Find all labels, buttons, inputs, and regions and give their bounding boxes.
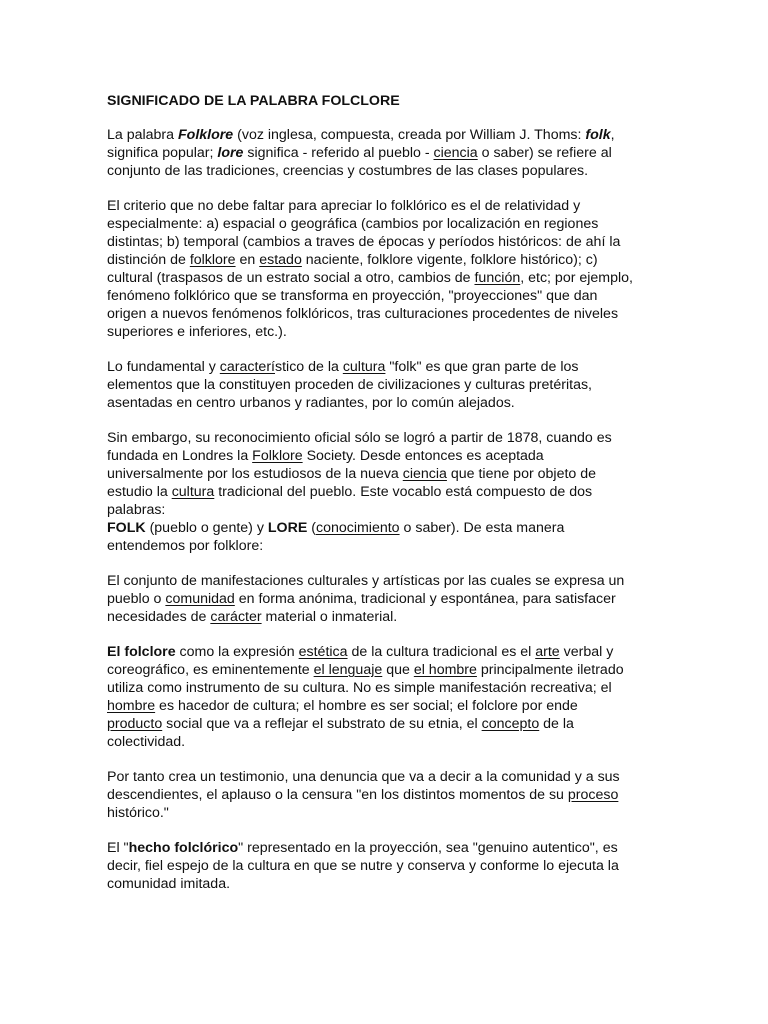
- paragraph-definition: [107, 126, 635, 180]
- text: histórico.": [107, 805, 169, 821]
- link-cultura[interactable]: cultura: [171, 484, 215, 500]
- text: de la colectividad.: [107, 716, 574, 750]
- text: "folk" es que gran parte de los elementos que la constituyen proceden de civilizaciones y culturas pretéritas, asentadas en centro urbanos y radiantes, por lo común alejados.: [107, 359, 593, 411]
- link-concepto[interactable]: concepto: [481, 716, 540, 732]
- link-funcion[interactable]: función: [474, 270, 521, 286]
- text: stico de la: [275, 359, 343, 375]
- document-title: SIGNIFICADO DE LA PALABRA FOLCLORE: [107, 93, 400, 109]
- text: Lo fundamental y: [107, 359, 220, 375]
- paragraph-el-folclore: [107, 643, 635, 751]
- paragraph-reconocimiento: [107, 429, 635, 555]
- link-folklore[interactable]: folklore: [189, 252, 236, 268]
- text: principalmente iletrado utiliza como instrumento de su cultura. No es simple manifestación recreativa; el: [107, 662, 624, 696]
- link-estetica[interactable]: estética: [298, 644, 348, 660]
- link-proceso[interactable]: proceso: [567, 787, 619, 803]
- text: tradicional del pueblo. Este vocablo está compuesto de dos palabras:: [107, 484, 593, 518]
- text: que: [382, 662, 414, 678]
- link-cultura[interactable]: cultura: [342, 359, 386, 375]
- text: que tiene por objeto de estudio la: [107, 466, 597, 500]
- text: es hacedor de cultura; el hombre es ser social; el folclore por ende: [155, 698, 578, 714]
- text: La palabra: [107, 127, 178, 143]
- link-hombre[interactable]: hombre: [107, 698, 156, 714]
- link-el-lenguaje[interactable]: el lenguaje: [313, 662, 383, 678]
- link-caracteristico[interactable]: caracterí: [219, 359, 275, 375]
- document-page: [107, 92, 635, 910]
- link-producto[interactable]: producto: [107, 716, 163, 732]
- text: , significa popular;: [107, 127, 615, 161]
- link-estado[interactable]: estado: [259, 252, 302, 268]
- link-caracter[interactable]: carácter: [210, 609, 262, 625]
- text: (pueblo o gente) y: [145, 520, 268, 536]
- link-arte[interactable]: arte: [535, 644, 560, 660]
- link-el-hombre[interactable]: el hombre: [413, 662, 477, 678]
- paragraph-conjunto: [107, 572, 635, 626]
- text: naciente, folklore vigente, folklore histórico); c) cultural (traspasos de un estrato social a otro, cambios de: [107, 252, 598, 286]
- term-folklore: Folklore: [178, 127, 234, 143]
- paragraph-testimonio: [107, 768, 635, 822]
- text: como la expresión: [175, 644, 299, 660]
- link-comunidad[interactable]: comunidad: [165, 591, 235, 607]
- term-el-folclore: El folclore: [107, 644, 176, 660]
- text: " representado en la proyección, sea "genuino autentico", es decir, fiel espejo de la cultura en que se nutre y conserva y conforme lo ejecuta la comunidad imitada.: [107, 840, 619, 892]
- text: verbal y coreográfico, es eminentemente: [107, 644, 614, 678]
- text: significa - referido al pueblo -: [243, 145, 434, 161]
- text: o saber) se refiere al conjunto de las tradiciones, creencias y costumbres de las clases populares.: [107, 145, 612, 179]
- text: El conjunto de manifestaciones culturales y artísticas por las cuales se expresa un pueblo o: [107, 573, 625, 607]
- text: (: [307, 520, 316, 536]
- text: de la cultura tradicional es el: [347, 644, 536, 660]
- paragraph-fundamental: [107, 358, 635, 412]
- text: Por tanto crea un testimonio, una denuncia que va a decir a la comunidad y a sus descendientes, el aplauso o la censura "en los distintos momentos de su: [107, 769, 620, 803]
- term-hecho-folclorico: hecho folclórico: [128, 840, 239, 856]
- link-folklore-society[interactable]: Folklore: [252, 448, 303, 464]
- link-conocimiento[interactable]: conocimiento: [315, 520, 400, 536]
- paragraph-criterio: [107, 197, 635, 341]
- text: social que va a reflejar el substrato de su etnia, el: [162, 716, 482, 732]
- text: material o inmaterial.: [261, 609, 398, 625]
- text: (voz inglesa, compuesta, creada por William J. Thoms:: [233, 127, 586, 143]
- text: Sin embargo, su reconocimiento oficial sólo se logró a partir de 1878, cuando es fundada en Londres la: [107, 430, 612, 464]
- term-lore-bold: LORE: [267, 520, 308, 536]
- text: en forma anónima, tradicional y espontánea, para satisfacer necesidades de: [107, 591, 616, 625]
- link-ciencia[interactable]: ciencia: [402, 466, 447, 482]
- link-ciencia[interactable]: ciencia: [433, 145, 478, 161]
- term-folk: folk: [585, 127, 611, 143]
- text: El ": [107, 840, 129, 856]
- paragraph-hecho-folclorico: [107, 839, 635, 893]
- text: en: [235, 252, 260, 268]
- text: o saber). De esta manera entendemos por folklore:: [107, 520, 565, 554]
- text: , etc; por ejemplo, fenómeno folklórico que se transforma en proyección, "proyecciones" que dan origen a nuevos fenómenos folklóricos, tras culturaciones procedentes de niveles superiores e inferiores, etc.).: [107, 270, 634, 340]
- term-folk-bold: FOLK: [107, 520, 146, 536]
- text: Society. Desde entonces es aceptada universalmente por los estudiosos de la nueva: [107, 448, 544, 482]
- term-lore: lore: [217, 145, 244, 161]
- text: El criterio que no debe faltar para apreciar lo folklórico es el de relatividad y especialmente: a) espacial o geográfica (cambios por localización en regiones distintas; b) temporal (cambios a traves de épocas y períodos históricos: de ahí la distinción de: [107, 198, 621, 268]
